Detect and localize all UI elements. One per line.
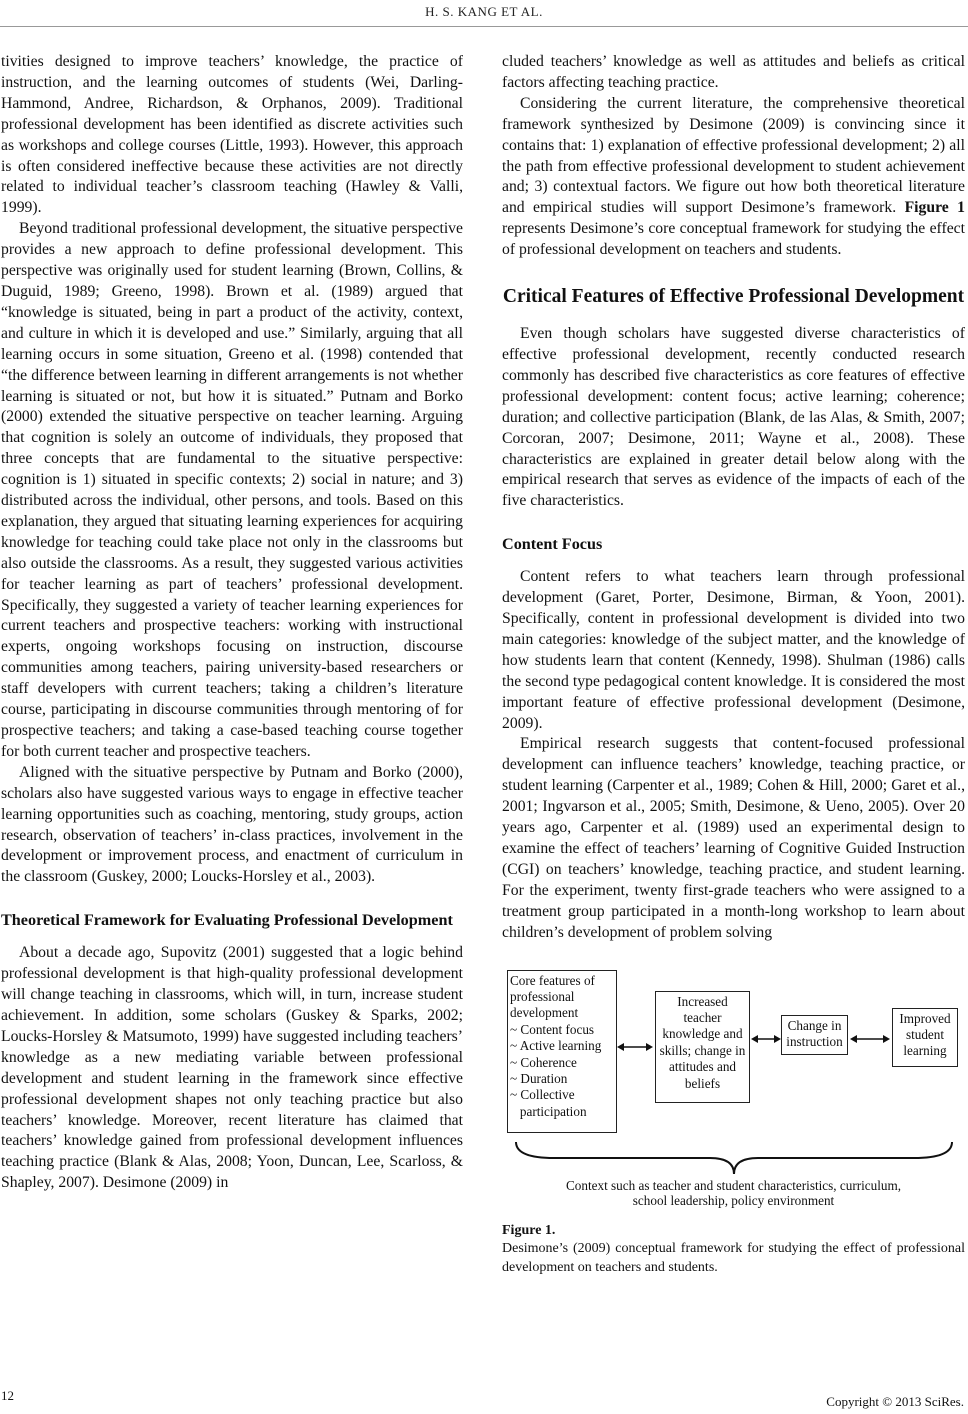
box-line: ~ Active learning	[510, 1038, 602, 1054]
body-paragraph: tivities designed to improve teachers’ knowledge, the practice of instruction, and the learning outcomes of students (Wei, Darling-Hammond, Andree, Richardson, & Orphanos, 2009). Traditional professional development has been identified as discrete activities such as workshops and college courses (Little, 1993). However, this approach is often considered ineffective because these activities are not directly related to individual teacher’s classroom teaching (Hawley & Valli, 1999).	[1, 53, 463, 217]
box-line: professional	[510, 988, 575, 1004]
box-line: ~ Duration	[510, 1070, 568, 1086]
box-line: instruction	[786, 1033, 843, 1049]
context-label	[502, 1178, 965, 1210]
figure-caption-text: Desimone’s (2009) conceptual framework for studying the effect of professional development on teachers and students.	[502, 1241, 965, 1275]
body-paragraph: cluded teachers’ knowledge as well as attitudes and beliefs as critical factors affecting teaching practice.	[502, 53, 965, 91]
figure-caption	[502, 1222, 965, 1278]
box-line: development	[510, 1005, 579, 1021]
figure-caption-title: Figure 1.	[502, 1222, 556, 1238]
right-column	[502, 52, 965, 1277]
box-line: teacher	[683, 1009, 722, 1025]
box-line: attitudes and	[668, 1059, 737, 1075]
left-column	[1, 52, 463, 1194]
running-head: H. S. KANG ET AL.	[425, 4, 543, 19]
double-arrow-icon	[617, 1041, 653, 1053]
increased-knowledge-box	[655, 991, 750, 1103]
box-line: ~ Coherence	[510, 1054, 577, 1070]
subsection-heading-content-focus: Content Focus	[502, 535, 603, 554]
section-heading-theoretical-framework: Theoretical Framework for Evaluating Professional Development	[1, 911, 453, 930]
box-line: skills; change in	[659, 1042, 746, 1058]
section-heading-critical-features: Critical Features of Effective Professional Development	[502, 286, 965, 308]
figure-1-diagram	[502, 970, 965, 1210]
page-number: 12	[1, 1388, 14, 1403]
body-paragraph: Aligned with the situative perspective by Putnam and Borko (2000), scholars also have suggested various ways to engage in effective teacher learning opportunities such as coaching, mentoring, study groups, action research, observation of teachers’ in-class practices, involvement in the development or improvement process, and enactment of curriculum in the classroom (Guskey, 2000; Loucks-Horsley et al., 2003).	[1, 763, 463, 886]
box-line: student	[905, 1026, 945, 1042]
curly-brace-icon	[514, 1140, 954, 1176]
body-text: represents Desimone’s core conceptual framework for studying the effect of professional development on teachers and students.	[502, 220, 965, 259]
body-text: Considering the current literature, the comprehensive theoretical framework synthesized by Desimone (2009) is convincing since it contains that: 1) explanation of effective professional development; 2) all the path from effective professional development to student achievement and; 3) contextual factors. We figure out how both theoretical literature and empirical studies will support Desimone’s framework.	[502, 94, 965, 217]
box-line: ~ Collective	[510, 1087, 575, 1103]
box-line: ~ Content focus	[510, 1021, 595, 1037]
box-line: Change in	[787, 1017, 842, 1033]
box-line: learning	[903, 1043, 947, 1059]
figure-reference: Figure 1	[904, 199, 965, 217]
box-line: beliefs	[684, 1075, 721, 1091]
context-line: school leadership, policy environment	[632, 1193, 835, 1209]
body-paragraph: Even though scholars have suggested diverse characteristics of effective professional development, recently conducted research commonly has described five characteristics as core features of effective professional development: content focus; active learning; coherence; duration; and collective participation (Blank, de las Alas, & Smith, 2007; Corcoran, 2007; Desimone, 2011; Wayne et al., 2008). These characteristics are explained in greater detail below along with the empirical research that serves as evidence of the impacts of each of the five characteristics.	[502, 325, 965, 510]
header-rule	[0, 26, 968, 27]
box-line: Core features of	[510, 972, 595, 988]
box-line: Improved	[899, 1010, 951, 1026]
improved-student-learning-box	[892, 1008, 958, 1067]
body-paragraph: Empirical research suggests that content-focused professional development can influence teachers’ knowledge, teaching practice, or student learning (Carpenter et al., 1989; Cohen & Hill, 2000; Garet et al., 2001; Ingvarson et al., 2005; Smith, Desimone, & Ueno, 2005). Over 20 years ago, Carpenter et al. (1989) used an experimental design to examine the effect of teachers’ learning of Cognitive Guided Instruction (CGI) on teachers’ knowledge, teaching practice, and student learning. For the experiment, twenty first-grade teachers who were assigned to a treatment group participated in a month-long workshop to learn about children’s development of problem solving	[502, 735, 965, 941]
double-arrow-icon	[850, 1033, 890, 1045]
box-line: participation	[510, 1103, 587, 1119]
body-paragraph: Content refers to what teachers learn through professional development (Garet, Porter, Desimone, Birman, & Yoon, 2001). Specifically, content in professional development is divided into two main categories: knowledge of the subject matter, and the knowledge of how students learn that content (Kennedy, 1998). Shulman (1986) calls the second type pedagogical content knowledge. It is considered the most important feature of effective professional development (Desimone, 2009).	[502, 568, 965, 732]
body-paragraph	[502, 94, 965, 261]
change-in-instruction-box	[781, 1015, 848, 1055]
body-paragraph: Beyond traditional professional development, the situative perspective provides a new approach to define professional development. This perspective was originally used for student learning (Brown, Collins, & Duguid, 1989; Greeno, 1998). Brown et al. (1989) argued that “knowledge is situated, being in part a product of the activity, context, and culture in which it is developed and use.” Similarly, arguing that all learning occurs in some situation, Greeno et al. (1998) contended that “the difference between learning in different arrangements is not whether learning is situated or not, but how it is situated.” Putnam and Borko (2000) extended the situative perspective on teacher learning. Arguing that cognition is solely an outcome of individuals, they proposed that three concepts that are fundamental to the situative perspective: cognition is 1) situated in specific contexts; 2) social in nature; and 3) distributed across the individual, other persons, and tools. Based on this explanation, they argued that situating learning experiences for acquiring knowledge for teaching could take place not only in the classrooms but also outside the classrooms. As a result, they suggested various activities for teacher learning as part of teachers’ professional development. Specifically, they suggested a variety of teacher learning experiences for current teachers and prospective teachers: working with instructional experts, ongoing workshops focusing on instruction, discourse communities among teachers, pairing university-based researchers or staff developers with current teachers; taking a children’s literature course, participating in discourse communities through mentoring of for prospective teachers; and taking a case-based teaching course together for both current teacher and prospective teachers.	[1, 220, 463, 760]
core-features-box	[507, 970, 617, 1133]
box-line: Increased	[677, 993, 728, 1009]
body-paragraph: About a decade ago, Supovitz (2001) suggested that a logic behind professional development is that high-quality professional development will change teaching in classrooms, which will, in turn, increase student achievement. In addition, some scholars (Guskey & Sparks, 2002; Loucks-Horsley & Matsumoto, 1999) have suggested including teachers’ knowledge as a new mediating variable between professional development and student learning in the framework since effective professional development shapes not only teaching practice but also teachers’ knowledge. Moreover, recent literature has claimed that teachers’ knowledge gained from professional development influences teaching practice (Blank & Alas, 2008; Yoon, Duncan, Lee, Scarloss, & Shapley, 2007). Desimone (2009) in	[1, 944, 463, 1192]
double-arrow-icon	[751, 1033, 781, 1045]
copyright-notice: Copyright © 2013 SciRes.	[826, 1394, 964, 1409]
box-line: knowledge and	[662, 1026, 743, 1042]
context-line: Context such as teacher and student characteristics, curriculum,	[565, 1177, 902, 1193]
